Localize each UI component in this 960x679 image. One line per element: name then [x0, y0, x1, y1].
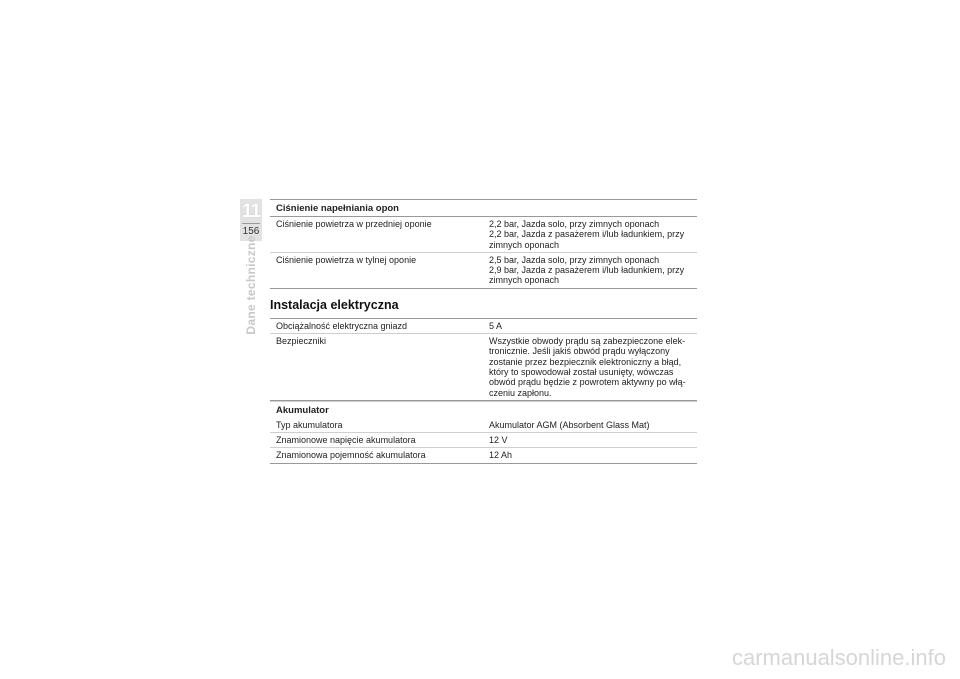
- spec-value-line: 12 V: [489, 435, 508, 446]
- spec-value: [483, 334, 697, 400]
- spec-value-line: 2,5 bar, Jazda solo, przy zimnych oponach: [489, 254, 660, 265]
- spec-row: [270, 253, 697, 289]
- spec-content: [270, 199, 697, 464]
- battery-table: [270, 418, 697, 464]
- spec-value: [483, 418, 697, 432]
- spec-value-line: 12 Ah: [489, 450, 513, 461]
- spec-label: Bezpieczniki: [276, 336, 327, 347]
- spec-value: [483, 253, 697, 288]
- spec-value: [483, 433, 697, 447]
- spec-row: [270, 448, 697, 463]
- spec-label: Ciśnienie powietrza w przedniej oponie: [276, 219, 432, 229]
- spec-value-line: 2,2 bar, Jazda solo, przy zimnych oponach: [489, 219, 660, 229]
- spec-label: Znamionowe napięcie akumulatora: [276, 435, 416, 446]
- spec-value-line: Akumulator AGM (Absorbent Glass Mat): [489, 419, 650, 430]
- spec-value: [483, 217, 697, 252]
- spec-value-line: 2,9 bar, Jazda z pasażerem i/lub ładunkiem, przy zimnych oponach: [489, 265, 685, 286]
- spec-value-line: Wszystkie obwody prądu są zabezpieczone elek- tronicznie. Jeśli jakiś obwód prądu wyłączony zostanie przez bezpiecznik elektroniczny a błąd, który to spowodował został usunięty, wówczas obwód prądu będzie z powrotem aktywny po włą- czeniu zapłonu.: [489, 336, 686, 398]
- spec-value: [483, 319, 697, 333]
- spec-label: Znamionowa pojemność akumulatora: [276, 450, 426, 461]
- spec-label: Ciśnienie powietrza w tylnej oponie: [276, 254, 417, 265]
- chapter-side-label: Dane techniczne: [244, 235, 258, 335]
- spec-row: [270, 433, 697, 448]
- spec-row: [270, 334, 697, 401]
- spec-value: [483, 448, 697, 462]
- electrical-table: [270, 319, 697, 401]
- chapter-tab-divider: [242, 223, 260, 224]
- spec-row: [270, 418, 697, 433]
- tyre-pressure-table: [270, 217, 697, 289]
- spec-label: Obciążalność elektryczna gniazd: [276, 320, 408, 331]
- spec-row: [270, 217, 697, 253]
- spec-label: Typ akumulatora: [276, 419, 343, 430]
- spec-row: [270, 319, 697, 334]
- tyre-pressure-title: Ciśnienie napełniania opon: [276, 203, 399, 214]
- electrical-heading: Instalacja elektryczna: [270, 297, 399, 312]
- chapter-number: 11: [241, 201, 261, 222]
- battery-title: Akumulator: [270, 401, 697, 418]
- watermark: carmanualsonline.info: [731, 645, 946, 670]
- spec-value-line: 2,2 bar, Jazda z pasażerem i/lub ładunkiem, przy zimnych oponach: [489, 229, 685, 250]
- spec-value-line: 5 A: [489, 320, 503, 331]
- page-number: 156: [242, 226, 260, 237]
